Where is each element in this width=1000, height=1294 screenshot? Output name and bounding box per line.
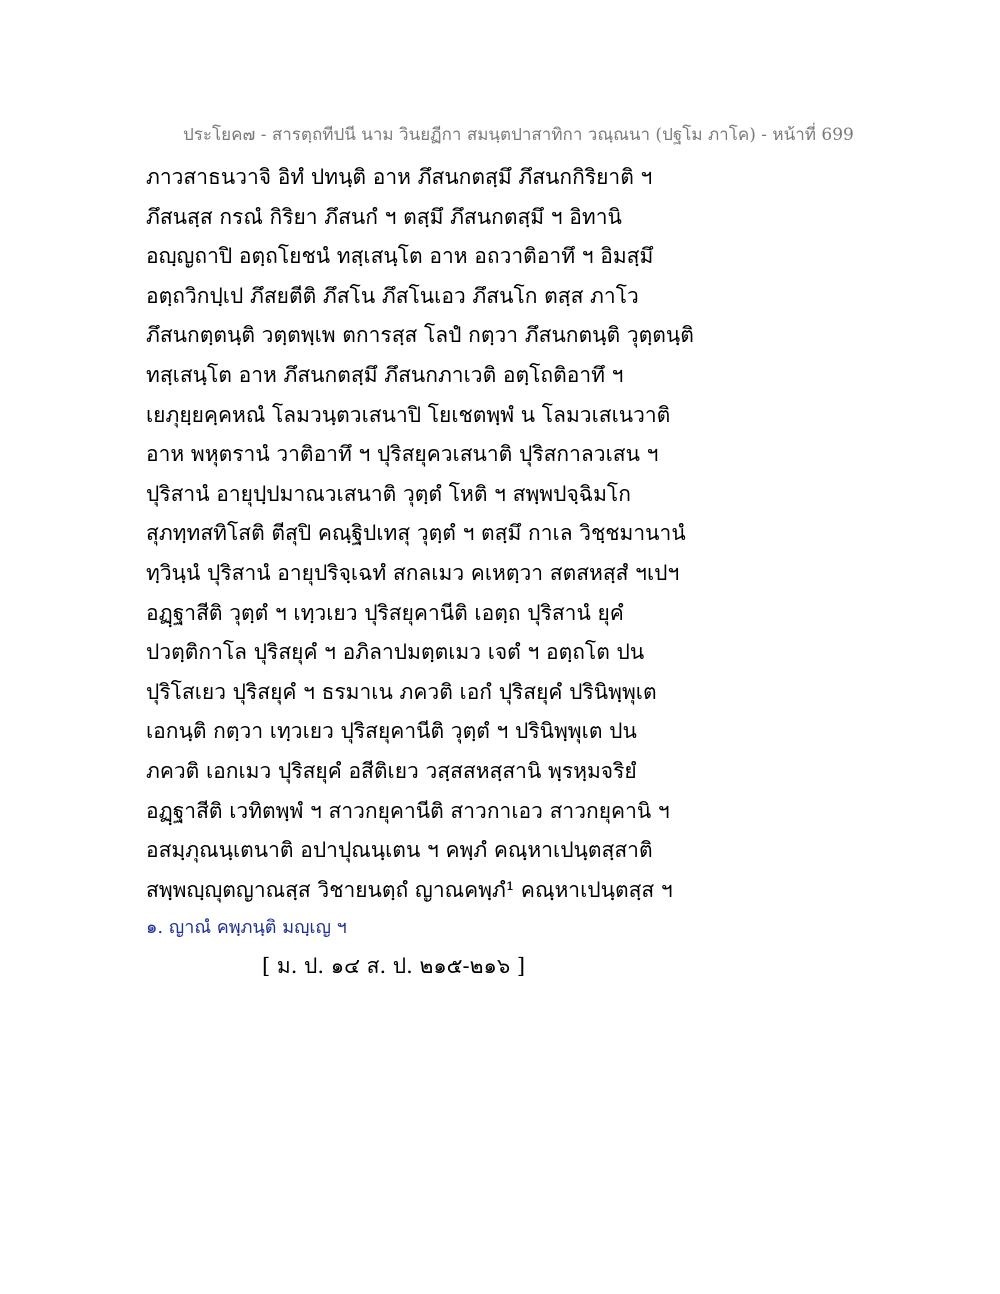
running-header: ประโยค๗ - สารตฺถทีปนี นาม วินยฏีกา สมนฺตปาสาทิกา วณฺณนา (ปฐโม ภาโค) - หน้าที่ 699 [183, 125, 854, 145]
text-line: ปุริสานํ อายุปฺปมาณวเสนาติ วุตฺตํ โหติ ฯ สพฺพปจฺฉิมโก [146, 481, 631, 506]
text-line: ปวตฺติกาโล ปุริสยุคํ ฯ อภิลาปมตฺตเมว เจตํ ฯ อตฺถโต ปน [146, 640, 645, 665]
text-line: อฏฺฐาสีติ วุตฺตํ ฯ เทฺวเยว ปุริสยุคานีติ เอตฺถ ปุริสานํ ยุคํ [146, 600, 624, 625]
text-line: เอกนฺติ กตฺวา เทฺวเยว ปุริสยุคานีติ วุตฺตํ ฯ ปรินิพฺพุเต ปน [146, 719, 637, 744]
text-line: ทสฺเสนฺโต อาห ภึสนกตสฺมึ ภึสนกภาเวติ อตฺโถติอาทึ ฯ [146, 362, 624, 387]
text-line: อฏฺฐาสีติ เวทิตพฺพํ ฯ สาวกยุคานีติ สาวกาเอว สาวกยุคานิ ฯ [146, 798, 670, 823]
text-line: อาห พหุตรานํ วาติอาทึ ฯ ปุริสยุควเสนาติ ปุริสกาลวเสน ฯ [146, 442, 659, 467]
text-line: อสมฺภุณนฺเตนาติ อปาปุณนฺเตน ฯ คพฺภํ คณฺหาเปนฺตสฺสาติ [146, 838, 653, 863]
text-line: อตฺถวิกปฺเป ภึสยตีติ ภึสโน ภึสโนเอว ภึสนโก ตสฺส ภาโว [146, 283, 639, 308]
text-line: สพฺพญฺญุตญาณสฺส วิชายนตฺถํ ญาณคพฺภํ¹ คณฺหาเปนฺตสฺส ฯ [146, 877, 673, 902]
text-line: ปุริโสเยว ปุริสยุคํ ฯ ธรมาเน ภควติ เอกํ ปุริสยุคํ ปรินิพฺพุเต [146, 679, 657, 704]
text-line: เยภุยฺยคฺคหณํ โลมวนฺตวเสนาปิ โยเชตพฺพํ น โลมวเสเนวาติ [146, 402, 671, 427]
text-line: ทฺวินฺนํ ปุริสานํ อายุปริจฺเฉทํ สกลเมว คเหตฺวา สตสหสฺสํ ฯเปฯ [146, 560, 680, 585]
page-reference: [ ม. ป. ๑๔ ส. ป. ๒๑๕-๒๑๖ ] [262, 954, 526, 978]
footnote: ๑. ญาณํ คพฺภนฺติ มญฺเญ ฯ [146, 917, 347, 938]
text-line: ภึสนกตฺตนฺติ วตฺตพฺเพ ตการสฺส โลปํ กตฺวา ภึสนกตนฺติ วุตฺตนฺติ [146, 323, 694, 348]
body-text [146, 158, 706, 910]
text-line: ภควติ เอกเมว ปุริสยุคํ อสีติเยว วสฺสสหสฺสานิ พฺรหฺมจริยํ [146, 758, 637, 783]
text-line: สุภทฺทสทิโสติ ตีสุปิ คณฺฐิปเทสุ วุตฺตํ ฯ ตสฺมึ กาเล วิชฺชมานานํ [146, 521, 686, 546]
text-line: อญฺญถาปิ อตฺถโยชนํ ทสฺเสนฺโต อาห อถวาติอาทึ ฯ อิมสฺมึ [146, 244, 654, 269]
text-line: ภาวสาธนวาจิ อิทํ ปทนฺติ อาห ภึสนกตสฺมึ ภึสนกกิริยาติ ฯ [146, 165, 653, 189]
text-line: ภึสนสฺส กรณํ กิริยา ภึสนกํ ฯ ตสฺมึ ภึสนกตสฺมึ ฯ อิทานิ [146, 204, 622, 229]
